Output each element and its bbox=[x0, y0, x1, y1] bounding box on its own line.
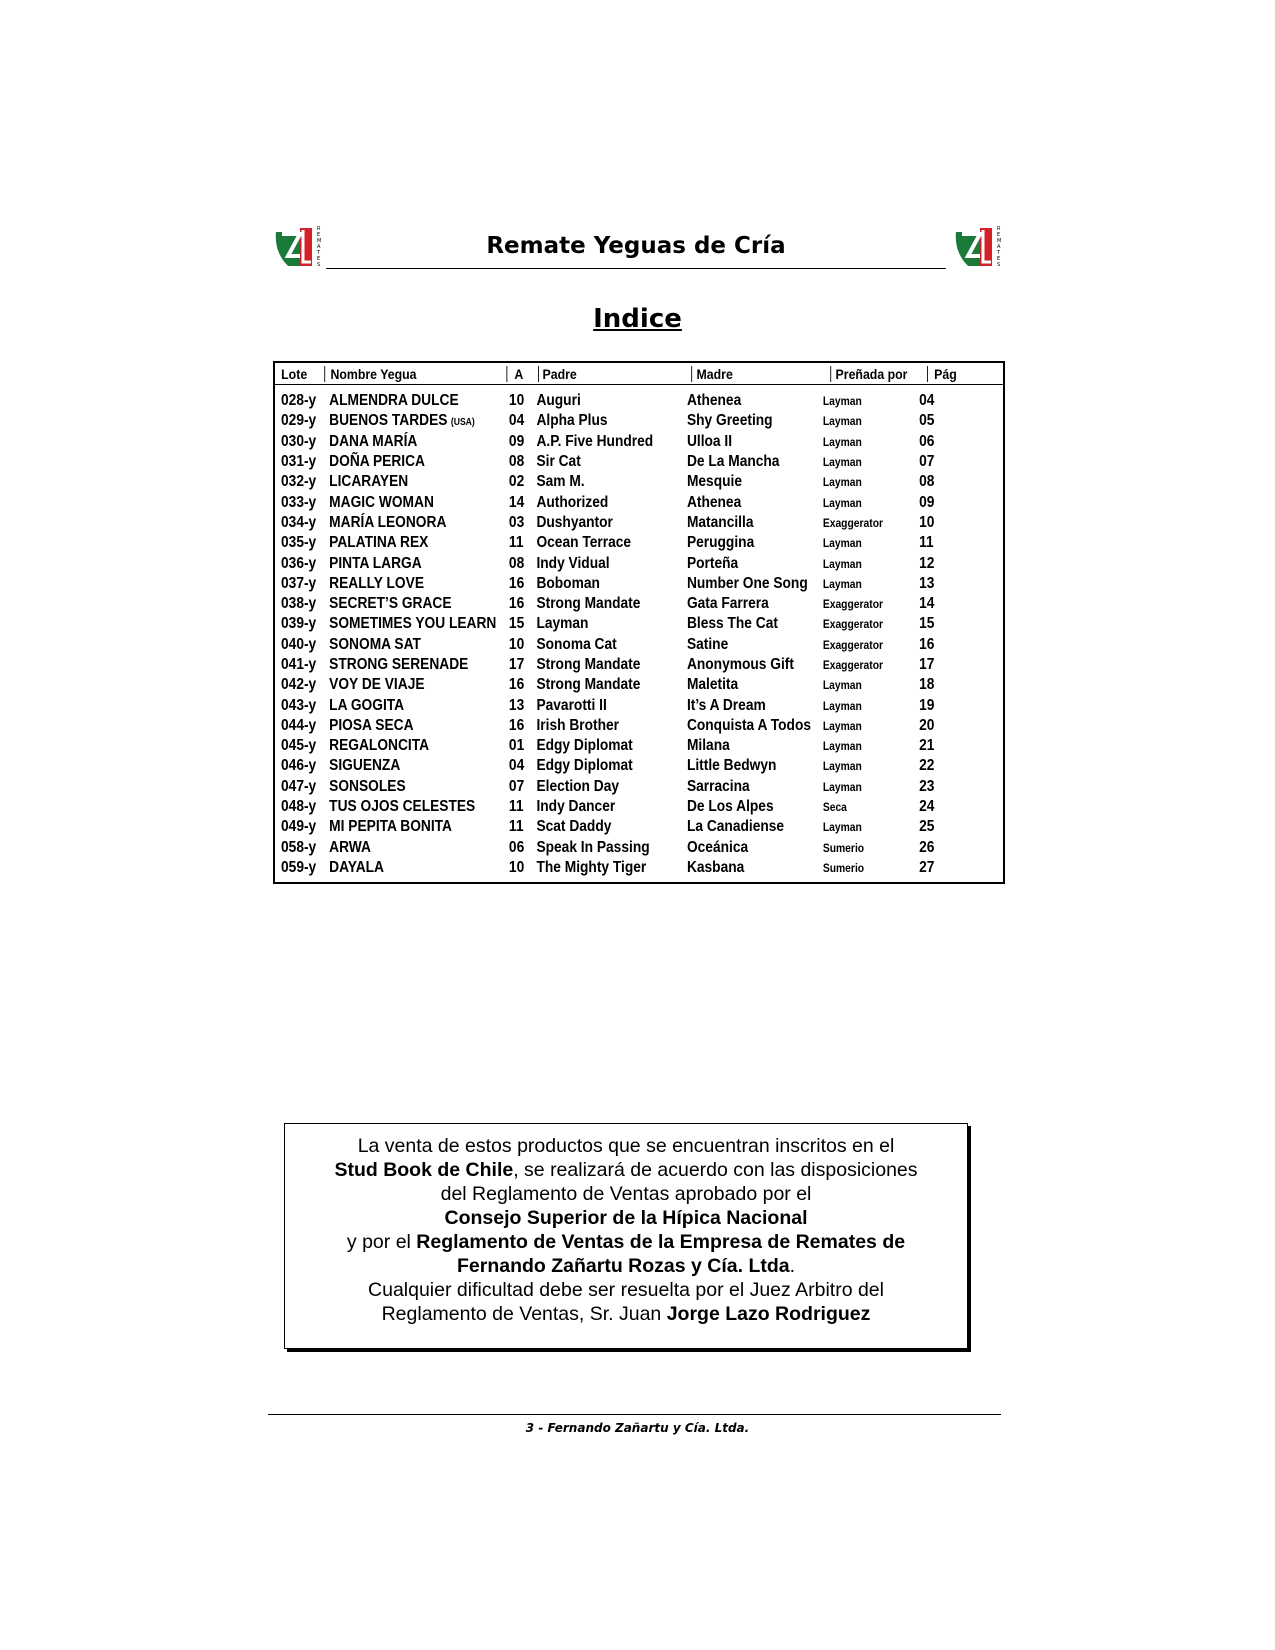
cell-padre: Layman bbox=[536, 615, 589, 633]
cell-nombre: BUENOS TARDES (USA) bbox=[329, 412, 475, 430]
cell-nombre: VOY DE VIAJE bbox=[329, 676, 425, 694]
zl-remates-logo bbox=[270, 222, 322, 270]
cell-edad: 09 bbox=[508, 432, 525, 450]
cell-nombre: ARWA bbox=[329, 838, 371, 856]
table-row bbox=[275, 675, 1003, 695]
cell-madre: Porteña bbox=[686, 554, 739, 572]
cell-pag: 25 bbox=[919, 818, 935, 836]
svg-text:M: M bbox=[997, 238, 1002, 244]
cell-prenada: Layman bbox=[822, 739, 862, 754]
origin-suffix: (USA) bbox=[450, 417, 475, 429]
cell-edad: 16 bbox=[508, 676, 525, 694]
cell-lote: 048-y bbox=[281, 798, 317, 816]
cell-pag: 22 bbox=[919, 757, 935, 775]
cell-lote: 040-y bbox=[281, 635, 317, 653]
table-row bbox=[275, 492, 1003, 512]
index-table bbox=[273, 361, 1005, 884]
cell-lote: 045-y bbox=[281, 737, 317, 755]
cell-lote: 034-y bbox=[281, 513, 317, 531]
cell-madre: Milana bbox=[686, 737, 730, 755]
table-row bbox=[275, 838, 1003, 858]
cell-prenada: Layman bbox=[822, 536, 862, 551]
cell-edad: 16 bbox=[508, 595, 525, 613]
zl-remates-logo bbox=[950, 222, 1002, 270]
cell-padre: Scat Daddy bbox=[536, 818, 612, 836]
cell-pag: 15 bbox=[919, 615, 935, 633]
cell-prenada: Layman bbox=[822, 434, 862, 449]
cell-lote: 059-y bbox=[281, 858, 317, 876]
cell-lote: 032-y bbox=[281, 473, 317, 491]
cell-nombre: TUS OJOS CELESTES bbox=[329, 798, 476, 816]
cell-padre: Sir Cat bbox=[536, 453, 581, 471]
cell-madre: Anonymous Gift bbox=[686, 656, 794, 673]
col-header-lote: Lote bbox=[275, 366, 325, 382]
svg-text:R: R bbox=[997, 226, 1001, 232]
cell-nombre: REALLY LOVE bbox=[329, 574, 424, 592]
header-title: Remate Yeguas de Cría bbox=[326, 232, 946, 269]
table-header bbox=[275, 363, 1003, 385]
cell-edad: 13 bbox=[508, 696, 525, 714]
cell-madre: La Canadiense bbox=[686, 818, 785, 836]
svg-text:E: E bbox=[317, 256, 321, 262]
cell-edad: 01 bbox=[508, 737, 525, 755]
cell-prenada: Layman bbox=[822, 698, 862, 713]
page-header bbox=[270, 222, 1000, 274]
cell-padre: Irish Brother bbox=[536, 716, 620, 734]
cell-lote: 047-y bbox=[281, 777, 317, 795]
cell-padre: Indy Dancer bbox=[536, 798, 616, 816]
cell-padre: Strong Mandate bbox=[536, 595, 641, 613]
cell-pag: 05 bbox=[919, 412, 935, 430]
table-row bbox=[275, 533, 1003, 553]
cell-edad: 11 bbox=[508, 798, 524, 816]
cell-nombre: SOMETIMES YOU LEARN bbox=[329, 615, 497, 633]
cell-padre: A.P. Five Hundred bbox=[536, 432, 654, 450]
cell-madre: Athenea bbox=[686, 392, 742, 410]
cell-nombre: SONOMA SAT bbox=[329, 635, 421, 653]
svg-text:R: R bbox=[317, 226, 321, 232]
cell-padre: Strong Mandate bbox=[536, 676, 641, 694]
cell-prenada: Layman bbox=[822, 495, 862, 510]
cell-madre: Oceánica bbox=[686, 838, 749, 856]
cell-pag: 12 bbox=[919, 554, 935, 572]
table-row bbox=[275, 432, 1003, 452]
cell-pag: 26 bbox=[919, 838, 935, 856]
cell-prenada: Layman bbox=[822, 475, 862, 490]
cell-lote: 042-y bbox=[281, 676, 317, 694]
col-header-prenada: Preñada por bbox=[831, 366, 928, 382]
cell-edad: 15 bbox=[508, 615, 525, 633]
cell-edad: 08 bbox=[508, 554, 525, 572]
table-row bbox=[275, 411, 1003, 431]
cell-edad: 16 bbox=[508, 716, 525, 734]
cell-madre: De Los Alpes bbox=[686, 798, 774, 816]
table-row bbox=[275, 858, 1003, 878]
cell-padre: Sam M. bbox=[536, 473, 585, 491]
cell-pag: 27 bbox=[919, 858, 935, 876]
cell-pag: 06 bbox=[919, 432, 935, 450]
col-header-padre: Padre bbox=[539, 366, 692, 382]
cell-edad: 08 bbox=[508, 453, 525, 471]
table-row bbox=[275, 695, 1003, 715]
cell-madre: Athenea bbox=[686, 493, 742, 511]
table-row bbox=[275, 777, 1003, 797]
cell-pag: 16 bbox=[919, 635, 935, 653]
cell-prenada: Layman bbox=[822, 556, 862, 571]
table-row bbox=[275, 736, 1003, 756]
cell-nombre: MI PEPITA BONITA bbox=[329, 818, 452, 836]
notice-line: Cualquier dificultad debe ser resuelta por el Juez Arbitro del bbox=[368, 1279, 884, 1301]
cell-prenada: Layman bbox=[822, 394, 862, 409]
cell-prenada: Layman bbox=[822, 718, 862, 733]
cell-lote: 028-y bbox=[281, 392, 317, 410]
cell-padre: The Mighty Tiger bbox=[536, 858, 647, 876]
cell-nombre: REGALONCITA bbox=[329, 737, 430, 755]
cell-nombre: SONSOLES bbox=[329, 777, 406, 795]
table-row bbox=[275, 716, 1003, 736]
cell-padre: Ocean Terrace bbox=[536, 534, 632, 552]
cell-madre: Bless The Cat bbox=[686, 615, 778, 633]
cell-madre: Shy Greeting bbox=[686, 412, 773, 430]
cell-lote: 039-y bbox=[281, 615, 317, 633]
notice-line: y por el Reglamento de Ventas de la Empresa de Remates de bbox=[346, 1231, 906, 1253]
col-header-nombre: Nombre Yegua bbox=[325, 366, 507, 382]
cell-padre: Dushyantor bbox=[536, 513, 613, 531]
cell-lote: 033-y bbox=[281, 493, 317, 511]
cell-nombre: MAGIC WOMAN bbox=[329, 493, 434, 511]
cell-pag: 20 bbox=[919, 716, 935, 734]
cell-madre: Number One Song bbox=[686, 574, 808, 592]
cell-edad: 17 bbox=[508, 656, 525, 673]
cell-padre: Speak In Passing bbox=[536, 838, 650, 856]
cell-pag: 04 bbox=[919, 392, 935, 410]
notice-line: Consejo Superior de la Hípica Nacional bbox=[444, 1207, 808, 1229]
table-row bbox=[275, 655, 1003, 675]
cell-lote: 044-y bbox=[281, 716, 317, 734]
cell-madre: Little Bedwyn bbox=[686, 757, 777, 775]
cell-edad: 11 bbox=[508, 534, 524, 552]
cell-pag: 23 bbox=[919, 777, 935, 795]
cell-nombre: PIOSA SECA bbox=[329, 716, 414, 734]
table-row bbox=[275, 553, 1003, 573]
col-header-edad: A bbox=[507, 366, 539, 382]
cell-lote: 046-y bbox=[281, 757, 317, 775]
cell-lote: 030-y bbox=[281, 432, 317, 450]
cell-edad: 10 bbox=[508, 392, 525, 410]
cell-pag: 08 bbox=[919, 473, 935, 491]
cell-padre: Auguri bbox=[536, 392, 581, 410]
cell-pag: 14 bbox=[919, 595, 935, 613]
table-row bbox=[275, 391, 1003, 411]
cell-edad: 10 bbox=[508, 858, 525, 876]
notice-line: Reglamento de Ventas, Sr. Juan Jorge Lazo Rodriguez bbox=[381, 1303, 871, 1325]
cell-nombre: DANA MARÍA bbox=[329, 432, 418, 450]
cell-prenada: Exaggerator bbox=[822, 637, 884, 652]
cell-lote: 041-y bbox=[281, 656, 317, 673]
sale-conditions-notice bbox=[284, 1123, 968, 1349]
notice-line: del Reglamento de Ventas aprobado por el bbox=[440, 1183, 812, 1205]
col-header-pag: Pág bbox=[934, 365, 957, 382]
svg-text:T: T bbox=[317, 250, 321, 256]
svg-text:A: A bbox=[997, 244, 1001, 250]
notice-line: Stud Book de Chile, se realizará de acuerdo con las disposiciones bbox=[334, 1159, 918, 1181]
table-row bbox=[275, 756, 1003, 776]
cell-prenada: Layman bbox=[822, 414, 862, 429]
cell-edad: 02 bbox=[508, 473, 525, 491]
cell-padre: Alpha Plus bbox=[536, 412, 608, 430]
cell-lote: 031-y bbox=[281, 453, 317, 471]
cell-madre: It’s A Dream bbox=[686, 696, 766, 714]
svg-text:T: T bbox=[997, 250, 1001, 256]
cell-padre: Indy Vidual bbox=[536, 554, 610, 572]
cell-prenada: Seca bbox=[822, 800, 847, 815]
svg-text:S: S bbox=[317, 262, 321, 268]
cell-madre: Ulloa II bbox=[686, 432, 733, 450]
cell-edad: 06 bbox=[508, 838, 525, 856]
cell-edad: 07 bbox=[508, 777, 525, 795]
cell-prenada: Layman bbox=[822, 678, 862, 693]
table-row bbox=[275, 614, 1003, 634]
cell-edad: 04 bbox=[508, 412, 525, 430]
notice-line: La venta de estos productos que se encuentran inscritos en el bbox=[357, 1135, 895, 1157]
cell-edad: 11 bbox=[508, 818, 524, 836]
svg-text:S: S bbox=[997, 262, 1001, 268]
cell-nombre: ALMENDRA DULCE bbox=[329, 392, 459, 410]
cell-padre: Authorized bbox=[536, 493, 609, 511]
cell-madre: Maletita bbox=[686, 676, 739, 694]
cell-lote: 058-y bbox=[281, 838, 317, 856]
cell-pag: 19 bbox=[919, 696, 935, 714]
cell-madre: Matancilla bbox=[686, 513, 754, 531]
cell-edad: 04 bbox=[508, 757, 525, 775]
cell-edad: 16 bbox=[508, 574, 525, 592]
cell-pag: 07 bbox=[919, 453, 935, 471]
cell-lote: 037-y bbox=[281, 574, 317, 592]
cell-nombre: STRONG SERENADE bbox=[329, 656, 469, 673]
cell-padre: Pavarotti II bbox=[536, 696, 607, 714]
cell-nombre: PINTA LARGA bbox=[329, 554, 422, 572]
table-row bbox=[275, 513, 1003, 533]
cell-nombre: SECRET’S GRACE bbox=[329, 595, 452, 613]
cell-pag: 10 bbox=[919, 513, 935, 531]
cell-padre: Boboman bbox=[536, 574, 600, 592]
table-row bbox=[275, 472, 1003, 492]
notice-line: Fernando Zañartu Rozas y Cía. Ltda. bbox=[456, 1255, 796, 1277]
page-footer: 3 - Fernando Zañartu y Cía. Ltda. bbox=[525, 1421, 750, 1435]
cell-prenada: Layman bbox=[822, 576, 862, 591]
cell-pag: 21 bbox=[919, 737, 935, 755]
cell-prenada: Sumerio bbox=[822, 840, 865, 855]
cell-padre: Edgy Diplomat bbox=[536, 757, 633, 775]
cell-nombre: LA GOGITA bbox=[329, 696, 405, 714]
table-row bbox=[275, 574, 1003, 594]
cell-madre: Kasbana bbox=[686, 858, 745, 876]
cell-lote: 043-y bbox=[281, 696, 317, 714]
cell-lote: 036-y bbox=[281, 554, 317, 572]
cell-padre: Election Day bbox=[536, 777, 620, 795]
table-row bbox=[275, 797, 1003, 817]
cell-pag: 24 bbox=[919, 798, 935, 816]
cell-madre: Peruggina bbox=[686, 534, 755, 552]
cell-madre: Satine bbox=[686, 635, 729, 653]
svg-text:A: A bbox=[317, 244, 321, 250]
table-row bbox=[275, 817, 1003, 837]
cell-padre: Sonoma Cat bbox=[536, 635, 617, 653]
cell-prenada: Exaggerator bbox=[822, 515, 884, 530]
cell-pag: 11 bbox=[919, 534, 934, 552]
cell-madre: Mesquie bbox=[686, 473, 742, 491]
svg-text:E: E bbox=[997, 256, 1001, 262]
table-row bbox=[275, 635, 1003, 655]
cell-madre: De La Mancha bbox=[686, 453, 780, 471]
cell-padre: Edgy Diplomat bbox=[536, 737, 633, 755]
cell-pag: 09 bbox=[919, 493, 935, 511]
cell-edad: 03 bbox=[508, 513, 525, 531]
cell-pag: 18 bbox=[919, 676, 935, 694]
cell-nombre: PALATINA REX bbox=[329, 534, 429, 552]
table-body bbox=[275, 385, 1003, 882]
cell-prenada: Layman bbox=[822, 759, 862, 774]
svg-text:M: M bbox=[317, 238, 322, 244]
cell-prenada: Layman bbox=[822, 455, 862, 470]
cell-prenada: Exaggerator bbox=[822, 597, 884, 612]
cell-prenada: Exaggerator bbox=[822, 658, 884, 672]
table-row bbox=[275, 452, 1003, 472]
cell-nombre: SIGUENZA bbox=[329, 757, 401, 775]
cell-pag: 17 bbox=[919, 656, 935, 673]
cell-lote: 038-y bbox=[281, 595, 317, 613]
cell-madre: Sarracina bbox=[686, 777, 750, 795]
cell-lote: 029-y bbox=[281, 412, 317, 430]
cell-prenada: Layman bbox=[822, 820, 862, 835]
cell-lote: 049-y bbox=[281, 818, 317, 836]
cell-padre: Strong Mandate bbox=[536, 656, 641, 673]
table-row bbox=[275, 594, 1003, 614]
cell-madre: Gata Farrera bbox=[686, 595, 769, 613]
cell-nombre: LICARAYEN bbox=[329, 473, 409, 491]
cell-prenada: Exaggerator bbox=[822, 617, 884, 632]
col-header-madre: Madre bbox=[692, 366, 831, 382]
cell-edad: 10 bbox=[508, 635, 525, 653]
cell-madre: Conquista A Todos bbox=[686, 716, 812, 734]
cell-nombre: MARÍA LEONORA bbox=[329, 513, 447, 531]
cell-prenada: Layman bbox=[822, 779, 862, 794]
footer-divider bbox=[268, 1414, 1001, 1415]
cell-lote: 035-y bbox=[281, 534, 317, 552]
cell-prenada: Sumerio bbox=[822, 860, 865, 875]
cell-nombre: DOÑA PERICA bbox=[329, 453, 426, 471]
svg-text:E: E bbox=[997, 232, 1001, 238]
cell-nombre: DAYALA bbox=[329, 858, 384, 876]
index-title: Indice bbox=[593, 304, 682, 334]
svg-text:E: E bbox=[317, 232, 321, 238]
cell-pag: 13 bbox=[919, 574, 935, 592]
cell-edad: 14 bbox=[508, 493, 525, 511]
